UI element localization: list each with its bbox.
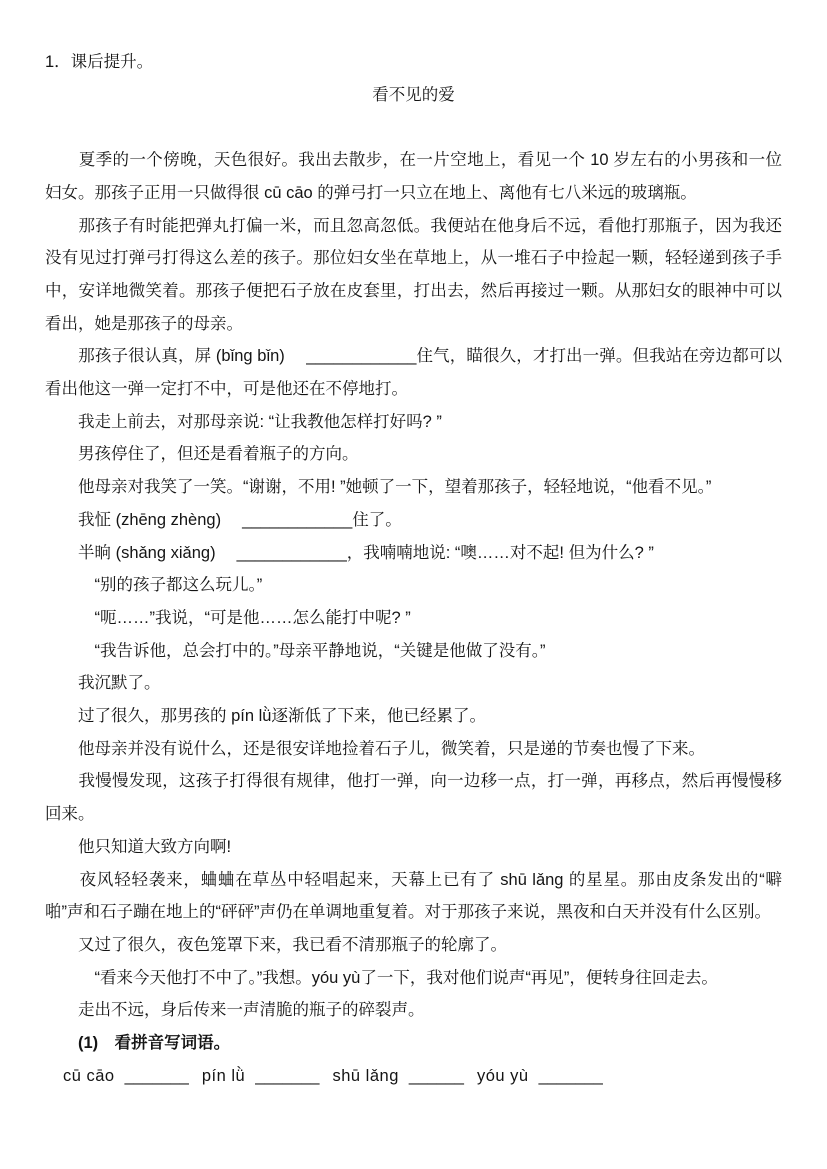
story-paragraph: 夜风轻轻袭来，蛐蛐在草丛中轻唱起来，天幕上已有了 shū lǎng 的星星。那由皮条发出的“噼啪”声和石子蹦在地上的“砰砰”声仍在单调地重复着。对于那孩子来说，黑夜和白天并没有什么区别。	[45, 870, 782, 922]
story-paragraph: 他只知道大致方向啊!	[45, 837, 232, 856]
story-paragraph: “看来今天他打不中了。”我想。yóu yù了一下，我对他们说声“再见”，便转身往回走去。	[45, 968, 718, 987]
story-paragraph-with-blank: 那孩子很认真，屏 (bǐng bǐn) ____________住气，瞄很久，才打出一弹。但我站在旁边都可以看出他这一弹一定打不中，可是他还在不停地打。	[45, 347, 782, 399]
answer-blank: _______	[538, 1066, 603, 1085]
story-paragraph: 他母亲并没有说什么，还是很安详地捡着石子儿，微笑着，只是递的节奏也慢了下来。	[45, 739, 705, 758]
story-paragraph-with-blank: 半晌 (shǎng xiǎng) ____________，我喃喃地说: “噢……对不起! 但为什么? ”	[45, 543, 654, 562]
story-paragraph: 他母亲对我笑了一笑。“谢谢，不用! ”她顿了一下，望着那孩子，轻轻地说，“他看不见。”	[45, 478, 712, 497]
story-paragraph: “呃……”我说，“可是他……怎么能打中呢? ”	[45, 608, 411, 627]
story-body	[45, 144, 782, 1027]
story-title: 看不见的爱	[372, 85, 455, 104]
story-paragraph: 我沉默了。	[45, 674, 161, 693]
story-paragraph: 走出不远，身后传来一声清脆的瓶子的碎裂声。	[45, 1001, 425, 1020]
section-heading: 1．课后提升。	[45, 53, 154, 71]
story-paragraph-with-blank: 我怔 (zhēng zhèng) ____________住了。	[45, 510, 402, 529]
sub-question-label: (1) 看拼音写词语。	[45, 1034, 231, 1053]
story-paragraph: 我慢慢发现，这孩子打得很有规律，他打一弹，向一边移一点，打一弹，再移点，然后再慢慢移回来。	[45, 772, 782, 824]
pinyin-prompt: yóu yù	[476, 1066, 529, 1085]
pinyin-prompt: pín lǜ	[201, 1066, 246, 1085]
story-paragraph: 又过了很久，夜色笼罩下来，我已看不清那瓶子的轮廓了。	[45, 935, 507, 954]
story-paragraph: 过了很久，那男孩的 pín lǜ逐渐低了下来，他已经累了。	[45, 707, 486, 726]
story-paragraph: 我走上前去，对那母亲说: “让我教他怎样打好吗? ”	[45, 412, 442, 431]
answer-blank: _______	[255, 1066, 320, 1085]
answer-blank: _______	[124, 1066, 189, 1085]
story-paragraph: “我告诉他，总会打中的。”母亲平静地说，“关键是他做了没有。”	[45, 641, 546, 660]
story-paragraph: 男孩停住了，但还是看着瓶子的方向。	[45, 445, 359, 464]
pinyin-prompt: shū lǎng	[332, 1066, 399, 1085]
pinyin-exercise-line	[45, 1060, 782, 1093]
answer-blank: ______	[408, 1066, 464, 1085]
story-paragraph: 那孩子有时能把弹丸打偏一米，而且忽高忽低。我便站在他身后不远，看他打那瓶子，因为我还没有见过打弹弓打得这么差的孩子。那位妇女坐在草地上，从一堆石子中捡起一颗，轻轻递到孩子手中，安详地微笑着。那孩子便把石子放在皮套里，打出去，然后再接过一颗。从那妇女的眼神中可以看出，她是那孩子的母亲。	[45, 216, 782, 333]
story-paragraph: “别的孩子都这么玩儿。”	[45, 576, 263, 595]
story-paragraph: 夏季的一个傍晚，天色很好。我出去散步，在一片空地上，看见一个 10 岁左右的小男孩和一位妇女。那孩子正用一只做得很 cū cāo 的弹弓打一只立在地上、离他有七八米远的玻璃瓶。	[45, 151, 782, 202]
pinyin-prompt: cū cāo	[63, 1066, 115, 1085]
